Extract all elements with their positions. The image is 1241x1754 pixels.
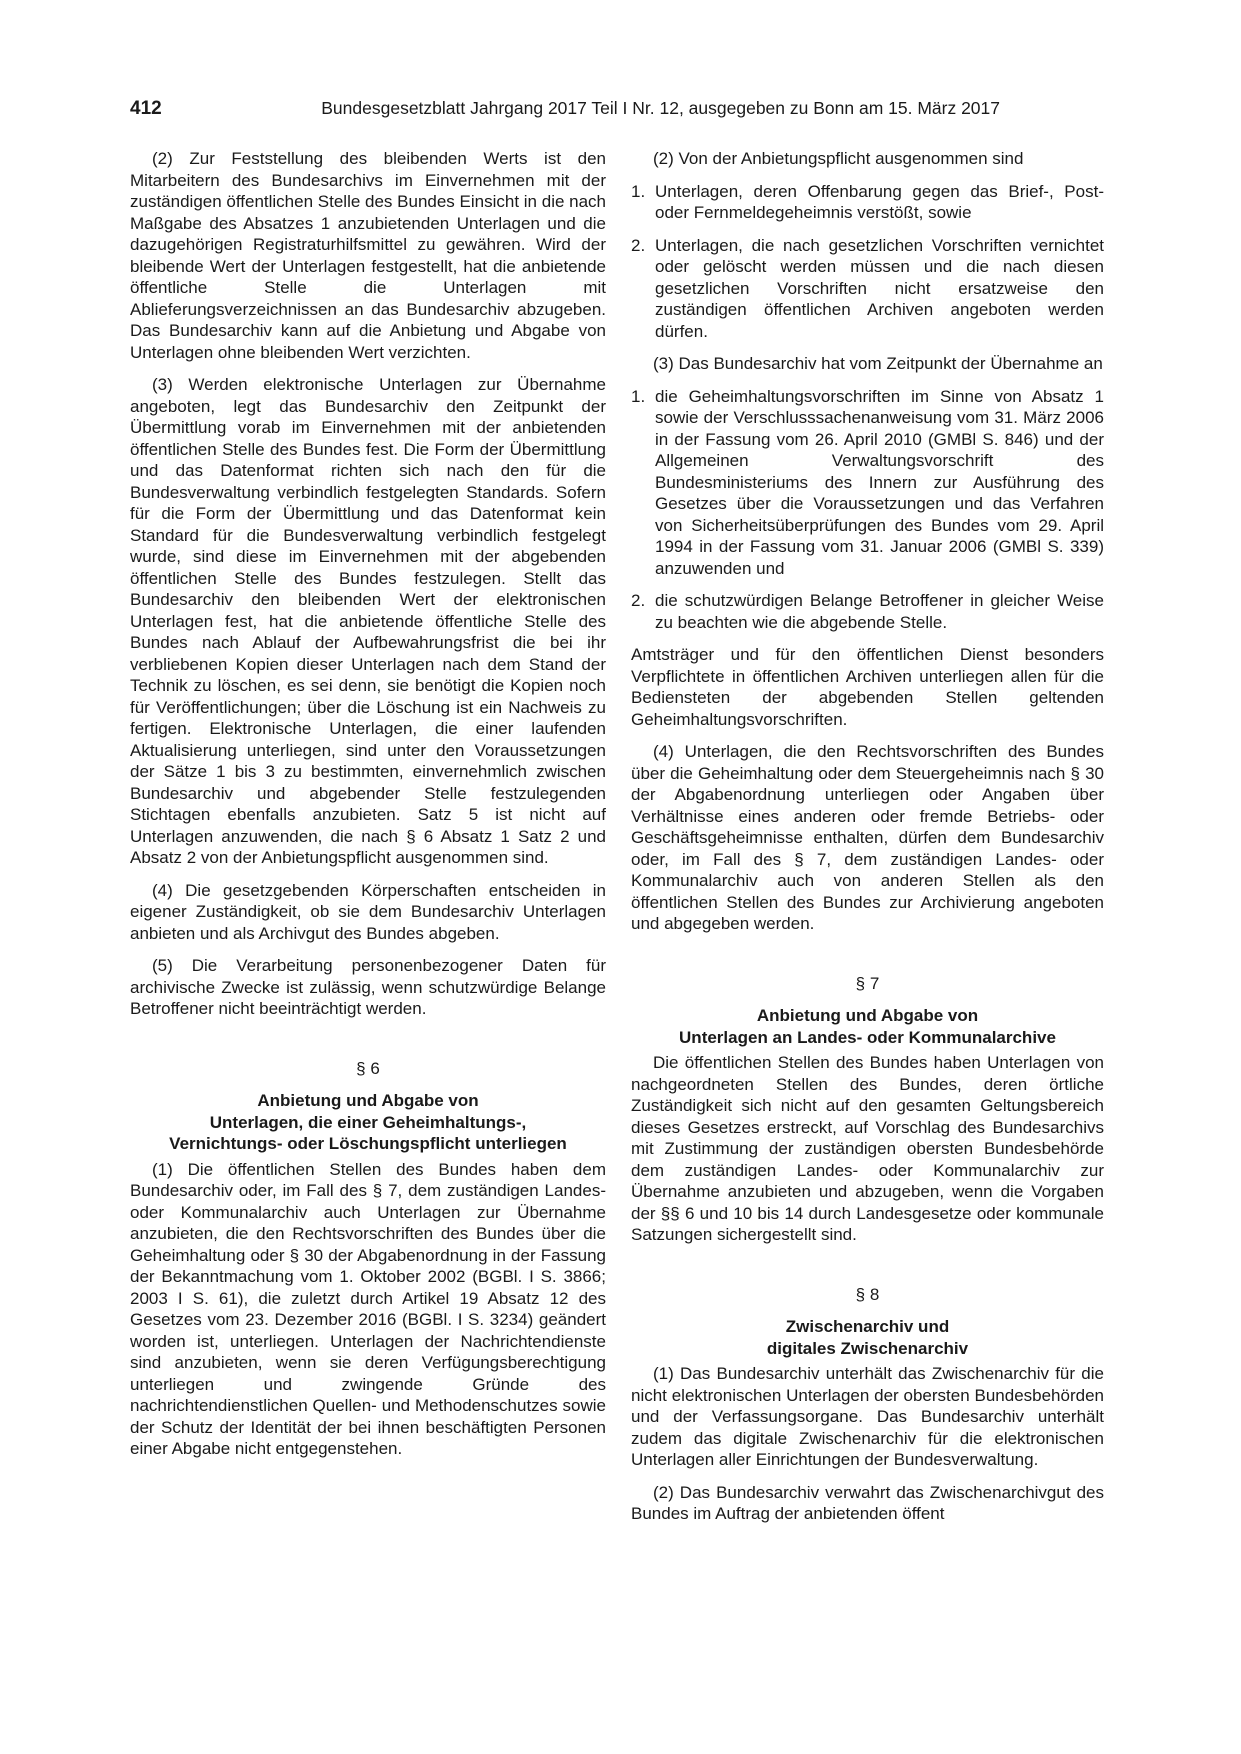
paragraph: (3) Werden elektronische Unterlagen zur Übernahme angeboten, legt das Bundesarchiv den Zeitpunkt der Übermittlung vorab im Einvernehmen mit der anbietenden öffentlichen Stelle des Bundes fest. Die Form der Übermittlung und das Datenformat richten sich nach den für die Bundesverwaltung verbindlich festgelegten Standards. Sofern für die Form der Übermittlung und das Datenformat kein Standard für die Bundesverwaltung verbindlich festgelegt wurde, sind diese im Einvernehmen mit der abgebenden öffentlichen Stelle des Bundes festzulegen. Stellt das Bundesarchiv den bleibenden Wert der elektronischen Unterlagen fest, hat die anbietende öffentliche Stelle des Bundes nach Ablauf der Aufbewahrungsfrist die bei ihr verbliebenen Kopien dieser Unterlagen nach dem Stand der Technik zu löschen, es sei denn, sie benötigt die Kopien noch für Veröffentlichungen; über die Löschung ist ein Nachweis zu fertigen. Elektronische Unterlagen, die einer laufenden Aktualisierung unterliegen, sind unter den Voraussetzungen der Sätze 1 bis 3 zu bestimmten, einvernehmlich zwischen Bundesarchiv und abgebender Stelle festzulegenden Stichtagen ebenfalls anzubieten. Satz 5 ist nicht auf Unterlagen anzuwenden, die nach § 6 Absatz 1 Satz 2 und Absatz 2 von der Anbietungspflicht ausgenommen sind. (130, 375, 606, 867)
list-text: die Geheimhaltungsvorschriften im Sinne von Absatz 1 sowie der Verschlusssachenanweisung vom 31. März 2006 in der Fassung vom 26. April 2010 (GMBl S. 846) und der Allgemeinen Verwaltungsvorschrift des Bundesministeriums des Innern zur Ausführung des Gesetzes über die Voraussetzungen und das Verfahren von Sicherheitsüberprüfungen des Bundes vom 29. April 1994 in der Fassung vom 31. Januar 2006 (GMBl S. 339) anzuwenden und (655, 386, 1104, 578)
paragraph: Die öffentlichen Stellen des Bundes haben Unterlagen von nachgeordneten Stellen des Bundes, deren örtliche Zuständigkeit sich nicht auf den gesamten Geltungsbereich dieses Gesetzes erstreckt, auf Vorschlag des Bundesarchivs mit Zustimmung der zuständigen obersten Bundesbehörde dem zuständigen Landes- oder Kommunalarchiv zur Übernahme anzubieten und abzugeben, wenn die Vorgaben der §§ 6 und 10 bis 14 durch Landesgesetze oder kommunale Satzungen sichergestellt sind. (631, 1053, 1104, 1244)
paragraph: (5) Die Verarbeitung personenbezogener Daten für archivische Zwecke ist zulässig, wenn schutzwürdige Belange Betroffener nicht beeinträchtigt werden. (130, 956, 606, 1018)
list-item (631, 386, 1104, 580)
section-title (130, 1090, 606, 1155)
section-title-line: Vernichtungs- oder Löschungspflicht unterliegen (169, 1134, 567, 1153)
section-title (631, 1005, 1104, 1048)
paragraph: (4) Die gesetzgebenden Körperschaften entscheiden in eigener Zuständigkeit, ob sie dem Bundesarchiv Unterlagen anbieten und als Archivgut des Bundes abgeben. (130, 880, 606, 943)
paragraph: (2) Von der Anbietungspflicht ausgenommen sind (653, 149, 1024, 168)
list-number: 1. (631, 181, 646, 201)
paragraph: (1) Das Bundesarchiv unterhält das Zwischenarchiv für die nicht elektronischen Unterlagen der obersten Bundesbehörden und der Verfassungsorgane. Das Bundesarchiv unterhält zudem das digitale Zwischenarchiv für die elektronischen Unterlagen aller Einrichtungen der Bundesverwaltung. (631, 1364, 1104, 1469)
section-number: § 8 (855, 1284, 880, 1304)
paragraph: (1) Die öffentlichen Stellen des Bundes haben dem Bundesarchiv oder, im Fall des § 7, dem zuständigen Landes- oder Kommunalarchiv auch Unterlagen zur Übernahme anzubieten, die den Rechtsvorschriften des Bundes über die Geheimhaltung oder § 30 der Abgabenordnung in der Fassung der Bekanntmachung vom 1. Oktober 2002 (BGBl. I S. 3866; 2003 I S. 61), die zuletzt durch Artikel 19 Absatz 12 des Gesetzes vom 23. Dezember 2016 (BGBl. I S. 3234) geändert worden ist, unterliegen. Unterlagen der Nachrichtendienste sind anzubieten, wenn sie deren Verfügungsberechtigung unterliegen und zwingende Gründe des nachrichtendienstlichen Quellen- und Methodenschutzes sowie der Schutz der Identität der bei ihnen beschäftigten Personen einer Abgabe nicht entgegenstehen. (130, 1159, 606, 1458)
list-text: Unterlagen, die nach gesetzlichen Vorschriften vernichtet oder gelöscht werden müssen und die nach diesen gesetzlichen Vorschriften nicht ersatzweise den zuständigen öffentlichen Archiven angeboten werden dürfen. (655, 235, 1104, 341)
page-header (130, 98, 1000, 124)
section-title (631, 1316, 1104, 1359)
paragraph: Amtsträger und für den öffentlichen Dienst besonders Verpflichtete in öffentlichen Archiven unterliegen allen für die Bediensteten der abgebenden Stellen geltenden Geheimhaltungsvorschriften. (631, 645, 1104, 729)
section-title-line: Zwischenarchiv und (785, 1317, 950, 1336)
running-title: Bundesgesetzblatt Jahrgang 2017 Teil I Nr. 12, ausgegeben zu Bonn am 15. März 2017 (321, 98, 1000, 118)
paragraph: (3) Das Bundesarchiv hat vom Zeitpunkt der Übernahme an (653, 354, 1103, 373)
section-title-line: Anbietung und Abgabe von (756, 1006, 979, 1025)
section-title-line: Anbietung und Abgabe von (257, 1091, 479, 1110)
paragraph: (2) Zur Feststellung des bleibenden Werts ist den Mitarbeitern des Bundesarchivs im Einvernehmen mit der zuständigen öffentlichen Stelle des Bundes Einsicht in die nach Maßgabe des Absatzes 1 anzubietenden Unterlagen und die dazugehörigen Registraturhilfsmittel zu gewähren. Wird der bleibende Wert der Unterlagen festgestellt, hat die anbietende öffentliche Stelle die Unterlagen mit Ablieferungsverzeichnissen an das Bundesarchiv abzugeben. Das Bundesarchiv kann auf die Anbietung und Abgabe von Unterlagen ohne bleibenden Wert verzichten. (130, 149, 607, 362)
section-number: § 6 (356, 1058, 380, 1078)
list-item (631, 235, 1104, 343)
list-text: die schutzwürdigen Belange Betroffener in gleicher Weise zu beachten wie die abgebende Stelle. (655, 591, 1104, 632)
list-number: 1. (631, 386, 646, 406)
section-title-line: digitales Zwischenarchiv (766, 1338, 969, 1358)
section-title-line: Unterlagen an Landes- oder Kommunalarchive (679, 1027, 1056, 1047)
section-title-line: Unterlagen, die einer Geheimhaltungs-, (209, 1112, 527, 1132)
paragraph: (2) Das Bundesarchiv verwahrt das Zwischenarchivgut des Bundes im Auftrag der anbietenden öffent (631, 1482, 1104, 1523)
section-number: § 7 (855, 973, 880, 993)
paragraph: (4) Unterlagen, die den Rechtsvorschriften des Bundes über die Geheimhaltung oder dem Steuergeheimnis nach § 30 der Abgabenordnung unterliegen oder Angaben über Verhältnisse eines anderen oder fremde Betriebs- oder Geschäftsgeheimnisse enthalten, dürfen dem Bundesarchiv oder, im Fall des § 7, dem zuständigen Landes- oder Kommunalarchiv auch von anderen Stellen als den öffentlichen Stellen des Bundes zur Archivierung angeboten und abgegeben werden. (631, 742, 1104, 933)
list-item (631, 181, 1104, 224)
list-number: 2. (631, 591, 646, 610)
list-item (631, 590, 1104, 633)
list-text: Unterlagen, deren Offenbarung gegen das Brief-, Post- oder Fernmeldegeheimnis verstößt, sowie (655, 181, 1104, 222)
left-column (130, 148, 606, 1471)
right-column (631, 148, 1104, 1536)
list-number: 2. (631, 235, 646, 255)
page-number: 412 (130, 98, 162, 119)
